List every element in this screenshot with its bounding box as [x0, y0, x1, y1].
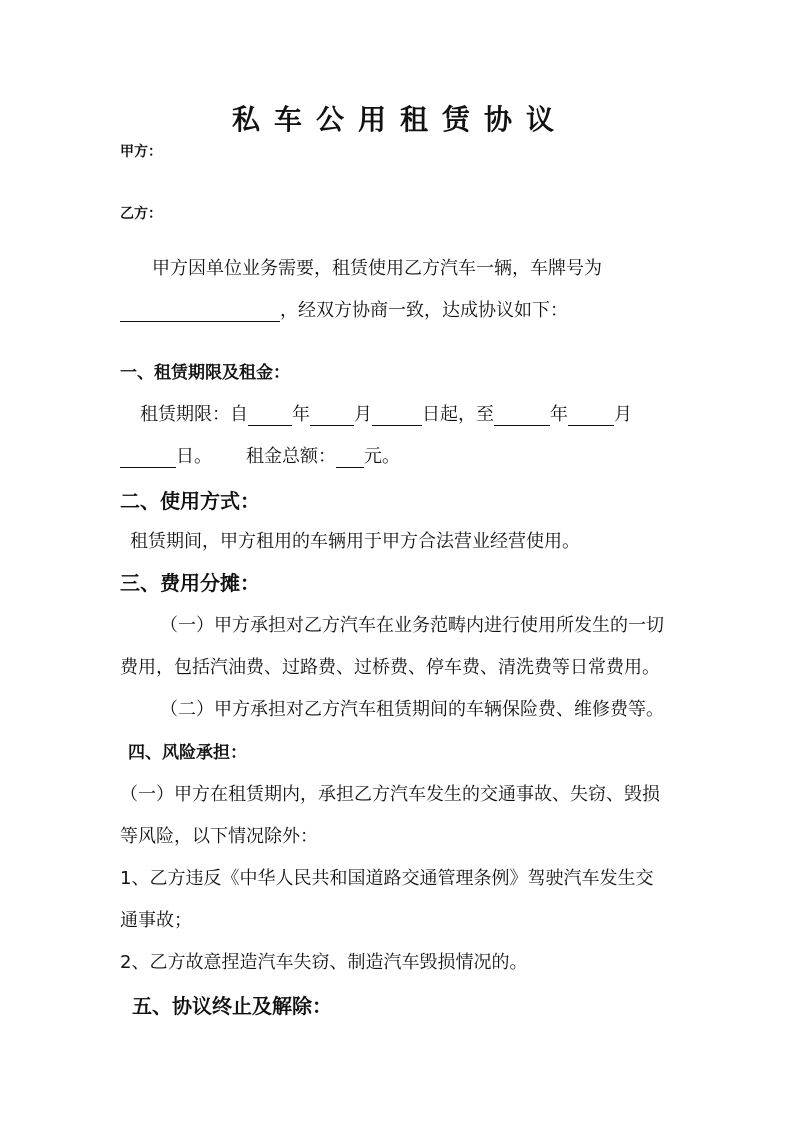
end-month-blank[interactable] — [568, 405, 614, 426]
section-3-item-1-line-2: 费用，包括汽油费、过路费、过桥费、停车费、清洗费等日常费用。 — [120, 657, 660, 678]
lease-period-line — [140, 400, 632, 426]
rent-amount-blank[interactable] — [336, 447, 364, 468]
year-label: 年 — [292, 404, 310, 425]
section-4-exception-1-line-2: 通事故； — [120, 910, 192, 931]
intro-line-2-suffix: ，经双方协商一致，达成协议如下： — [280, 300, 568, 321]
section-1-heading: 一、租赁期限及租金： — [120, 363, 290, 383]
intro-line-2 — [120, 296, 568, 322]
year-label-2: 年 — [550, 404, 568, 425]
section-3-item-1-line-1: （一）甲方承担对乙方汽车在业务范畴内进行使用所发生的一切 — [160, 615, 664, 636]
party-a-label: 甲方： — [120, 144, 162, 160]
start-month-blank[interactable] — [310, 405, 354, 426]
start-year-blank[interactable] — [248, 405, 292, 426]
section-5-heading: 五、协议终止及解除： — [132, 994, 332, 1018]
end-day-blank[interactable] — [120, 447, 176, 468]
section-3-item-2: （二）甲方承担对乙方汽车租赁期间的车辆保险费、维修费等。 — [160, 699, 664, 720]
section-4-exception-1-line-1: 1、乙方违反《中华人民共和国道路交通管理条例》驾驶汽车发生交 — [120, 868, 654, 889]
month-label-2: 月 — [614, 404, 632, 425]
rent-unit: 元。 — [364, 446, 400, 467]
document-title: 私车公用租赁协议 — [231, 103, 568, 136]
section-4-item-1-line-2: 等风险，以下情况除外： — [120, 826, 318, 847]
month-label: 月 — [354, 404, 372, 425]
end-year-blank[interactable] — [494, 405, 550, 426]
section-2-heading: 二、使用方式： — [120, 489, 260, 513]
section-4-heading: 四、风险承担： — [128, 743, 247, 763]
start-day-blank[interactable] — [372, 405, 422, 426]
section-4-item-1-line-1: （一）甲方在租赁期内，承担乙方汽车发生的交通事故、失窃、毁损 — [120, 784, 660, 805]
lease-period-label: 租赁期限：自 — [140, 404, 248, 425]
party-b-label: 乙方： — [120, 206, 162, 222]
lease-end-rent-line — [120, 442, 400, 468]
section-3-heading: 三、费用分摊： — [120, 571, 260, 595]
rent-total-label: 租金总额： — [246, 446, 336, 467]
intro-line-1: 甲方因单位业务需要，租赁使用乙方汽车一辆，车牌号为 — [152, 258, 602, 279]
day-end-label: 日。 — [176, 446, 212, 467]
section-4-exception-2: 2、乙方故意捏造汽车失窃、制造汽车毁损情况的。 — [120, 952, 528, 973]
section-2-text: 租赁期间，甲方租用的车辆用于甲方合法营业经营使用。 — [130, 531, 580, 552]
day-start-label: 日起，至 — [422, 404, 494, 425]
plate-number-blank[interactable] — [120, 301, 280, 322]
